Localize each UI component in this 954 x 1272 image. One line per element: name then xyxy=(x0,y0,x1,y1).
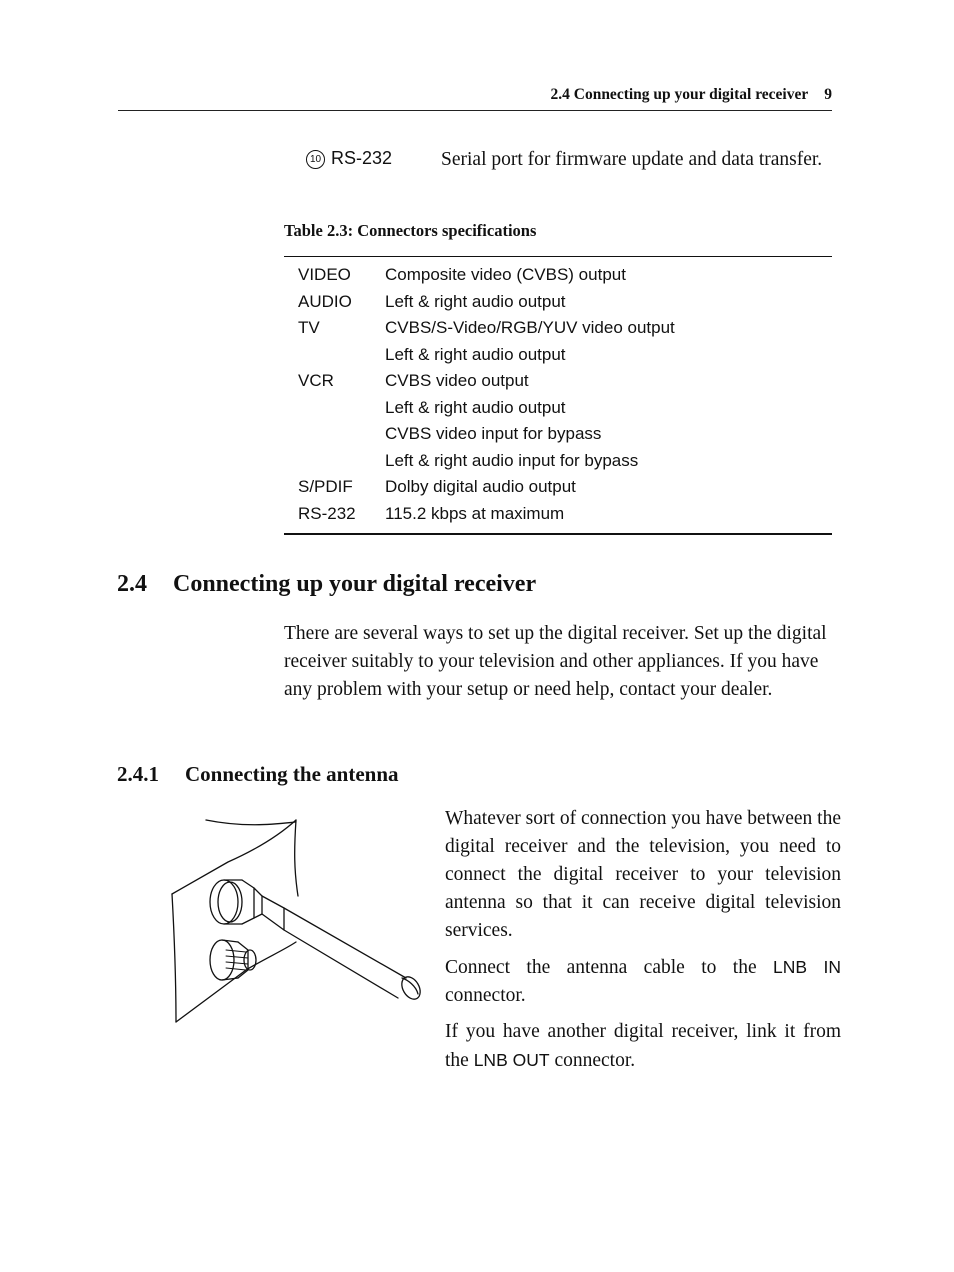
connector-name: VIDEO xyxy=(298,265,351,285)
antenna-paragraph-1: Whatever sort of connection you have between the digital receiver and the television, you need to connect the digital receiver to your television antenna so that it can receive digital television services. xyxy=(445,808,841,941)
table-row xyxy=(284,395,832,422)
table-row xyxy=(284,368,832,395)
connector-spec: Left & right audio output xyxy=(385,344,566,364)
table-row xyxy=(284,257,832,289)
table-row xyxy=(284,448,832,475)
header-section-title: 2.4 Connecting up your digital receiver xyxy=(550,86,809,103)
connector-name xyxy=(284,421,385,448)
section-title: Connecting up your digital receiver xyxy=(173,571,537,597)
intro-paragraph: There are several ways to set up the digital receiver. Set up the digital receiver suitably to your television and other appliances. If you have any problem with your setup or need help, contact your dealer. xyxy=(284,623,827,700)
lnb-out-term: LNB OUT xyxy=(473,1050,550,1070)
page-number: 9 xyxy=(824,86,832,103)
table-row xyxy=(284,289,832,316)
connector-spec: CVBS video output xyxy=(385,371,529,391)
table-caption: Table 2.3: Connectors specifications xyxy=(284,221,537,240)
table-row xyxy=(284,501,832,535)
connector-spec: Composite video (CVBS) output xyxy=(385,265,626,285)
table-row xyxy=(284,474,832,501)
table-row xyxy=(284,315,832,342)
connector-name: VCR xyxy=(298,371,334,391)
text-span: If you have another digital receiver, link it from the xyxy=(445,1021,841,1071)
connector-spec: 115.2 kbps at maximum xyxy=(385,503,565,523)
rs232-label xyxy=(306,148,392,169)
connector-spec: Left & right audio output xyxy=(385,291,566,311)
lnb-out-connector xyxy=(210,940,256,980)
lnb-in-connector xyxy=(210,880,262,924)
connector-name xyxy=(284,448,385,475)
connectors-table xyxy=(284,256,832,535)
connector-name: AUDIO xyxy=(298,291,352,311)
connector-name: S/PDIF xyxy=(298,477,353,497)
subsection-heading xyxy=(117,762,399,787)
antenna-paragraph-3 xyxy=(445,1018,841,1075)
antenna-paragraph-2 xyxy=(445,953,841,1010)
antenna-connection-illustration xyxy=(166,810,432,1035)
connector-name: TV xyxy=(298,318,320,338)
table-row xyxy=(284,342,832,369)
text-span: connector. xyxy=(445,985,526,1006)
running-header xyxy=(118,86,832,111)
antenna-instructions xyxy=(445,805,841,1083)
section-number: 2.4 xyxy=(117,571,147,597)
connector-name: RS-232 xyxy=(298,503,356,523)
text-span: Connect the antenna cable to the xyxy=(445,957,774,978)
table-row xyxy=(284,421,832,448)
connector-spec: CVBS video input for bypass xyxy=(385,424,602,444)
connector-name xyxy=(284,342,385,369)
connector-spec: CVBS/S-Video/RGB/YUV video output xyxy=(385,318,675,338)
section-heading xyxy=(117,571,536,598)
lnb-in-term: LNB IN xyxy=(773,957,841,977)
connector-spec: Left & right audio output xyxy=(385,397,566,417)
circled-number: 10 xyxy=(306,150,325,169)
subsection-title: Connecting the antenna xyxy=(185,762,399,786)
connector-spec: Left & right audio input for bypass xyxy=(385,450,639,470)
antenna-cable xyxy=(262,896,424,1002)
rs232-description: Serial port for firmware update and data transfer. xyxy=(441,149,823,170)
rs232-term: RS-232 xyxy=(331,148,393,168)
subsection-number: 2.4.1 xyxy=(117,762,159,786)
text-span: connector. xyxy=(549,1050,636,1071)
connector-name xyxy=(284,395,385,422)
connector-spec: Dolby digital audio output xyxy=(385,477,576,497)
